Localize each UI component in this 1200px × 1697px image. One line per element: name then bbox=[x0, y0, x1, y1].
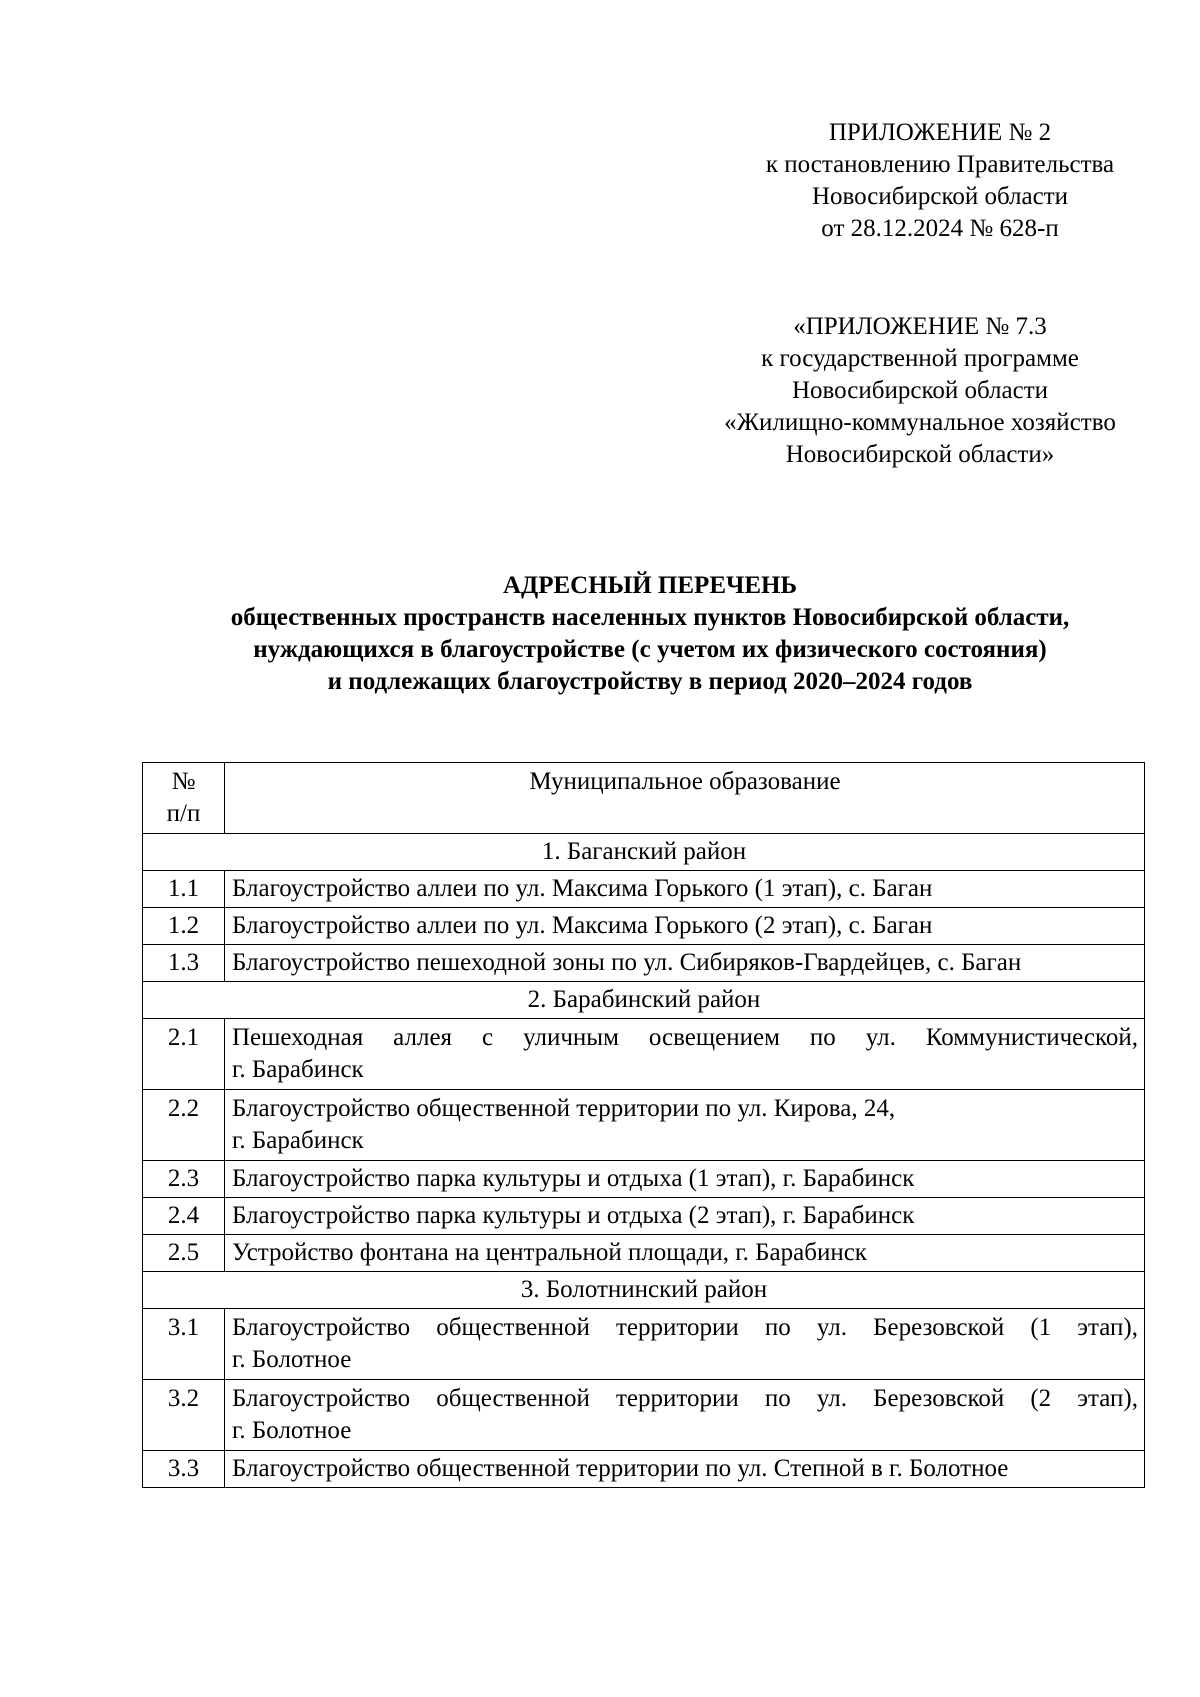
address-list-table bbox=[142, 762, 1145, 1488]
row-name-line-2: г. Болотное bbox=[232, 1346, 352, 1373]
row-name bbox=[225, 1380, 1145, 1451]
row-name: Благоустройство пешеходной зоны по ул. Сибиряков-Гвардейцев, с. Баган bbox=[225, 945, 1145, 982]
row-name-line-2: г. Барабинск bbox=[232, 1056, 364, 1083]
table-row bbox=[143, 1380, 1145, 1451]
table-row bbox=[143, 908, 1145, 945]
row-name-line-1: Благоустройство общественной территории по ул. Кирова, 24, bbox=[232, 1095, 896, 1122]
row-name bbox=[225, 1309, 1145, 1380]
row-name-line-1: Благоустройство общественной территории по ул. Березовской (1 этап), bbox=[232, 1314, 1138, 1341]
appendix-7-3-region: Новосибирской области bbox=[791, 377, 1049, 404]
section-row bbox=[143, 982, 1145, 1019]
row-name: Благоустройство парка культуры и отдыха (1 этап), г. Барабинск bbox=[225, 1161, 1145, 1198]
section-row bbox=[143, 1272, 1145, 1309]
table-row bbox=[143, 1309, 1145, 1380]
row-name bbox=[225, 1019, 1145, 1090]
appendix-2-title: ПРИЛОЖЕНИЕ № 2 bbox=[828, 119, 1052, 146]
appendix-2-region: Новосибирской области bbox=[811, 183, 1069, 210]
row-name-line-2: г. Барабинск bbox=[232, 1127, 364, 1154]
row-name-line-1: Благоустройство общественной территории по ул. Березовской (2 этап), bbox=[232, 1385, 1138, 1412]
appendix-2-date-number: от 28.12.2024 № 628-п bbox=[821, 215, 1059, 242]
appendix-2-resolution: к постановлению Правительства bbox=[765, 151, 1115, 178]
appendix-7-3-program-name: «Жилищно-коммунальное хозяйство bbox=[724, 409, 1116, 436]
document-title: АДРЕСНЫЙ ПЕРЕЧЕНЬ bbox=[502, 572, 797, 599]
document-subtitle-line-2: нуждающихся в благоустройстве (с учетом их физического состояния) bbox=[253, 636, 1047, 663]
appendix-2-reference bbox=[660, 117, 1200, 245]
row-name: Благоустройство аллеи по ул. Максима Горького (1 этап), с. Баган bbox=[225, 871, 1145, 908]
table-row bbox=[143, 945, 1145, 982]
row-name-line-1: Пешеходная аллея с уличным освещением по ул. Коммунистической, bbox=[232, 1024, 1138, 1051]
row-name: Благоустройство парка культуры и отдыха (2 этап), г. Барабинск bbox=[225, 1198, 1145, 1235]
row-number: 1.1 bbox=[143, 871, 225, 908]
row-name: Устройство фонтана на центральной площади, г. Барабинск bbox=[225, 1235, 1145, 1272]
section-title: 2. Барабинский район bbox=[143, 982, 1145, 1019]
table-row bbox=[143, 871, 1145, 908]
document-heading bbox=[60, 570, 1200, 698]
row-number: 2.2 bbox=[143, 1090, 225, 1161]
table-row bbox=[143, 1198, 1145, 1235]
row-name bbox=[225, 1090, 1145, 1161]
section-row bbox=[143, 834, 1145, 871]
row-number: 1.3 bbox=[143, 945, 225, 982]
document-subtitle-line-1: общественных пространств населенных пунктов Новосибирской области, bbox=[230, 604, 1070, 631]
table-row bbox=[143, 1451, 1145, 1488]
table-row bbox=[143, 1161, 1145, 1198]
header-number-symbol: № bbox=[171, 768, 196, 795]
row-name-line-2: г. Болотное bbox=[232, 1417, 352, 1444]
table-header-row bbox=[143, 763, 1145, 834]
appendix-7-3-reference bbox=[620, 311, 1200, 471]
row-number: 2.1 bbox=[143, 1019, 225, 1090]
row-name: Благоустройство аллеи по ул. Максима Горького (2 этап), с. Баган bbox=[225, 908, 1145, 945]
appendix-7-3-program: к государственной программе bbox=[761, 345, 1079, 372]
section-title: 1. Баганский район bbox=[143, 834, 1145, 871]
row-number: 3.1 bbox=[143, 1309, 225, 1380]
row-number: 1.2 bbox=[143, 908, 225, 945]
table-row bbox=[143, 1235, 1145, 1272]
row-number: 3.3 bbox=[143, 1451, 225, 1488]
table-row bbox=[143, 1090, 1145, 1161]
header-number bbox=[143, 763, 225, 834]
row-number: 3.2 bbox=[143, 1380, 225, 1451]
appendix-7-3-title: «ПРИЛОЖЕНИЕ № 7.3 bbox=[793, 313, 1047, 340]
document-subtitle-line-3: и подлежащих благоустройству в период 2020–2024 годов bbox=[327, 668, 973, 695]
row-number: 2.3 bbox=[143, 1161, 225, 1198]
row-name: Благоустройство общественной территории по ул. Степной в г. Болотное bbox=[225, 1451, 1145, 1488]
row-number: 2.4 bbox=[143, 1198, 225, 1235]
header-municipality: Муниципальное образование bbox=[225, 763, 1145, 834]
row-number: 2.5 bbox=[143, 1235, 225, 1272]
table-row bbox=[143, 1019, 1145, 1090]
section-title: 3. Болотнинский район bbox=[143, 1272, 1145, 1309]
header-number-label: п/п bbox=[166, 800, 201, 827]
appendix-7-3-program-region: Новосибирской области» bbox=[785, 441, 1055, 468]
